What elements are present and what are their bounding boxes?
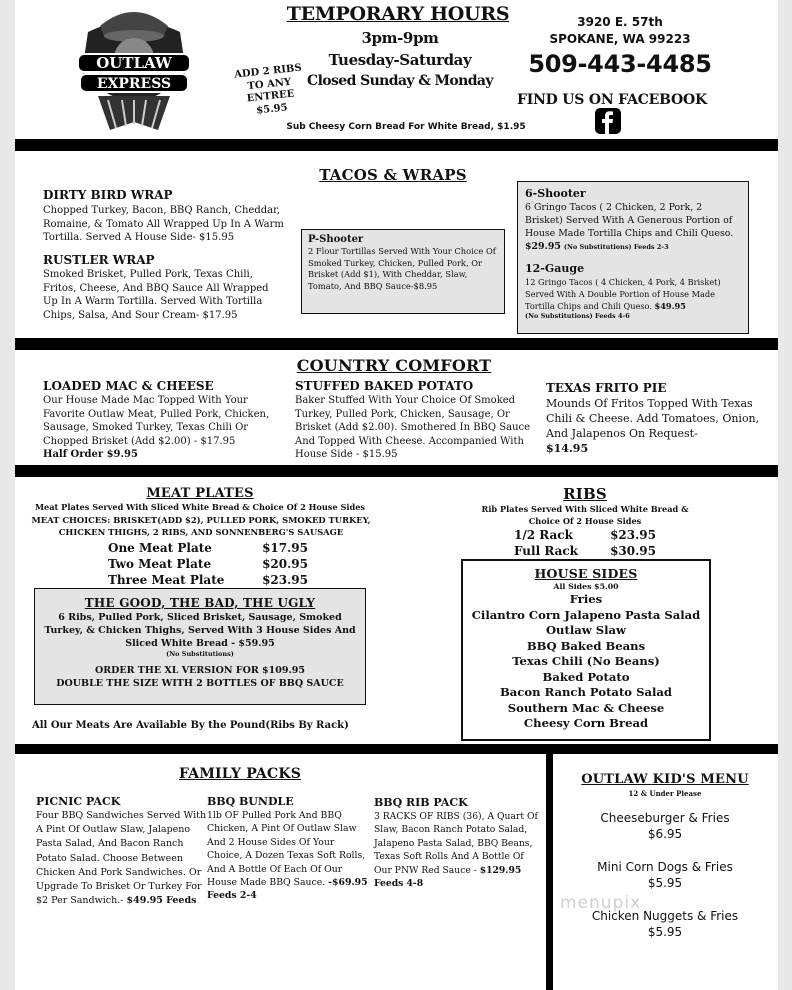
rib-prices [514,527,656,559]
meat-plate-price: $17.95 [262,541,308,555]
p-shooter-name: P-Shooter [308,234,364,245]
phone-number[interactable]: 509-443-4485 [528,50,712,78]
side-item: Cilantro Corn Jalapeno Pasta Salad [471,607,701,622]
side-item: Bacon Ranch Potato Salad [500,685,672,699]
meat-plates-title: MEAT PLATES [146,486,254,501]
kids-item-price: $6.95 [647,827,683,841]
rib-pack-price: $129.95 Feeds 4-8 [374,864,522,890]
vertical-divider [546,754,553,990]
twelve-gauge-price: $49.95 [654,301,686,311]
rib-row [514,527,656,543]
kids-item-price: $5.95 [647,925,683,939]
house-sides-box [461,559,711,741]
six-shooter-desc [525,201,741,254]
meat-plate-price: $23.95 [262,573,308,587]
rustler-wrap-name: RUSTLER WRAP [43,253,155,267]
picnic-pack-desc [36,809,208,908]
meat-plates-intro: Meat Plates Served With Sliced White Bread & Choice Of 2 House Sides [34,502,366,512]
twelve-gauge-desc-text: 12 Gringo Tacos ( 4 Chicken, 4 Pork, 4 Brisket) Served With A Double Portion of House Made Tortilla Chips and Chili Queso. [525,277,721,311]
hours-days: Tuesday-Saturday [328,51,472,69]
side-item: Fries [569,592,603,606]
divider-bar [15,338,778,350]
kids-item [560,810,770,842]
rib-label: 1/2 Rack [514,528,573,542]
house-sides-price: All Sides $5.00 [553,582,619,591]
hours-title: TEMPORARY HOURS [286,3,510,25]
side-item: Outlaw Slaw [545,623,627,637]
good-bad-ugly-box [34,588,366,705]
twelve-gauge-note: (No Substitutions) Feeds 4-6 [525,312,630,320]
meat-by-pound-note: All Our Meats Are Available By the Pound(Ribs By Rack) [32,720,349,731]
kids-item-name: Cheeseburger & Fries [600,811,730,825]
meat-plate-label: One Meat Plate [108,541,212,555]
stuffed-potato-name: STUFFED BAKED POTATO [295,379,474,393]
address-street: 3920 E. 57th [577,15,663,29]
meat-plate-label: Two Meat Plate [108,557,212,571]
kids-menu-age: 12 & Under Please [628,789,702,798]
rib-pack-desc-text: 3 RACKS OF RIBS (36), A Quart Of Slaw, Bacon Ranch Potato Salad, Jalapeno Pasta Salad, BBQ Beans, Texas Soft Rolls And A Bottle Of Our PNW Red Sauce - [374,811,538,876]
kids-item [560,859,770,891]
divider-bar [15,744,778,754]
frito-pie-price: $14.95 [546,442,589,455]
rib-label: Full Rack [514,544,578,558]
stuffed-potato-desc: Baker Stuffed With Your Choice Of Smoked Turkey, Pulled Pork, Chicken, Sausage, Or Brisket (Add $2.00). Smothered In BBQ Sauce And Topped With Cheese. Accompanied With House Side - $15.95 [295,395,531,460]
ribs-addon-line: TO ANY [246,76,292,92]
meat-plate-label: Three Meat Plate [108,573,225,587]
divider-bar [15,139,778,151]
meat-plate-row [108,540,308,556]
facebook-text: FIND US ON FACEBOOK [516,92,707,108]
rib-price: $30.95 [610,544,656,558]
side-item: Southern Mac & Cheese [507,700,665,715]
outlaw-express-logo [68,2,200,138]
rib-price: $23.95 [610,528,656,542]
picnic-pack-name: PICNIC PACK [36,795,121,808]
gbu-note: (No Substitutions) [166,650,234,658]
logo-text-outlaw: OUTLAW [96,54,172,72]
six-shooter-price: $29.95 [525,241,561,252]
rib-pack-name: BBQ RIB PACK [374,796,468,809]
side-item: BBQ Baked Beans [526,638,646,653]
bbq-bundle-desc-text: 1lb OF Pulled Pork And BBQ Chicken, A Pint Of Outlaw Slaw And 2 House Sides Of Your Choice, A Dozen Texas Soft Rolls, And A Bottle Of Each Of Our House Made BBQ Sauce. [207,810,366,889]
ribs-addon-line: ADD 2 RIBS [233,62,303,81]
ribs-addon-note [230,62,311,120]
house-sides-title: HOUSE SIDES [534,566,638,581]
hours-time: 3pm-9pm [361,29,439,47]
hours-closed: Closed Sunday & Monday [307,73,493,89]
mac-cheese-name: LOADED MAC & CHEESE [43,379,214,393]
gbu-xl-line-2: DOUBLE THE SIZE WITH 2 BOTTLES OF BBQ SAUCE [56,678,344,689]
six-shooter-name: 6-Shooter [525,187,586,200]
six-shooter-desc-text: 6 Gringo Tacos ( 2 Chicken, 2 Pork, 2 Brisket) Served With A Generous Portion of House Made Tortilla Chips and Chili Queso. [525,202,734,239]
side-item: Texas Chili (No Beans) [512,654,660,668]
cornbread-note: Sub Cheesy Corn Bread For White Bread, $1.95 [286,122,526,132]
frito-pie-desc: Mounds Of Fritos Topped With Texas Chili & Cheese. Add Tomatoes, Onion, And Jalapenos On Request- [546,397,760,440]
gbu-title: THE GOOD, THE BAD, THE UGLY [84,596,316,610]
bbq-bundle-name: BBQ BUNDLE [207,795,294,808]
gbu-desc: 6 Ribs, Pulled Pork, Sliced Brisket, Sausage, Smoked Turkey, & Chicken Thighs, Served With 3 House Sides And Sliced White Bread - $59.95 [44,612,356,649]
dirty-bird-wrap-name: DIRTY BIRD WRAP [43,188,173,202]
facebook-icon[interactable] [595,108,621,134]
bbq-bundle-price: -$69.95 Feeds 2-4 [207,877,368,902]
p-shooter-box [301,229,505,314]
meat-plate-row [108,572,308,588]
ribs-addon-line: ENTREE [246,88,295,105]
comfort-section-title: COUNTRY COMFORT [296,356,492,375]
rib-pack-desc [374,810,544,890]
picnic-pack-price: $49.95 Feeds [126,895,197,907]
p-shooter-desc: 2 Flour Tortillas Served With Your Choice Of Smoked Turkey, Chicken, Pulled Pork, Or Brisket (Add $1), With Cheddar, Slaw, Tomato, And BBQ Sauce-$8.95 [308,246,496,291]
ribs-title: RIBS [563,485,607,503]
tacos-section-title: TACOS & WRAPS [319,166,467,184]
meat-choices: MEAT CHOICES: BRISKET(ADD $2), PULLED PORK, SMOKED TURKEY, CHICKEN THIGHS, 2 RIBS, AND SONNENBERG'S SAUSAGE [31,515,371,537]
ribs-intro: Rib Plates Served With Sliced White Bread & Choice Of 2 House Sides [481,504,689,526]
twelve-gauge-desc [525,276,741,312]
side-item: Baked Potato [542,669,630,684]
kids-menu-title: OUTLAW KID'S MENU [581,772,749,787]
mac-cheese-half-order: Half Order $9.95 [43,449,138,460]
six-shooter-note: (No Substitutions) Feeds 2-3 [563,243,669,251]
logo-text-express: EXPRESS [96,76,172,92]
kids-item-price: $5.95 [647,876,683,890]
gbu-xl-line-1: ORDER THE XL VERSION FOR $109.95 [94,665,306,676]
picnic-pack-desc-text: Four BBQ Sandwiches Served With A Pint Of Outlaw Slaw, Jalapeno Pasta Salad, And Bacon Ranch Potato Salad. Choose Between Chicken And Pork Sandwiches. Or Upgrade To Brisket Or Turkey For $2 Per Sandwich.- [36,810,207,907]
twelve-gauge-name: 12-Gauge [525,262,585,275]
ribs-addon-line: $5.95 [255,101,289,117]
watermark: menupix [560,893,642,913]
side-item: Cheesy Corn Bread [523,716,649,730]
rustler-wrap-desc: Smoked Brisket, Pulled Pork, Texas Chili, Fritos, Cheese, And BBQ Sauce All Wrapped Up In A Warm Tortilla. Served With Tortilla Chips, Salsa, And Sour Cream- $17.95 [43,269,269,321]
meat-plate-price: $20.95 [262,557,308,571]
dirty-bird-wrap-desc: Chopped Turkey, Bacon, BBQ Ranch, Cheddar, Romaine, & Tomato All Wrapped Up In A Warm Tortilla. Served A House Side- $15.95 [43,205,284,243]
shooter-box [517,181,749,334]
bbq-bundle-desc [207,809,369,903]
divider-bar [15,465,778,477]
meat-plate-row [108,556,308,572]
frito-pie-name: TEXAS FRITO PIE [546,381,667,395]
kids-item-name: Chicken Nuggets & Fries [591,909,739,923]
meat-plate-prices [108,540,308,588]
family-packs-title: FAMILY PACKS [178,766,302,782]
address-city: SPOKANE, WA 99223 [549,32,691,46]
kids-item-name: Mini Corn Dogs & Fries [597,860,733,874]
rib-row [514,543,656,559]
mac-cheese-desc: Our House Made Mac Topped With Your Favorite Outlaw Meat, Pulled Pork, Chicken, Sausage, Smoked Turkey, Texas Chili Or Chopped Brisket (Add $2.00) - $17.95 [43,395,270,447]
